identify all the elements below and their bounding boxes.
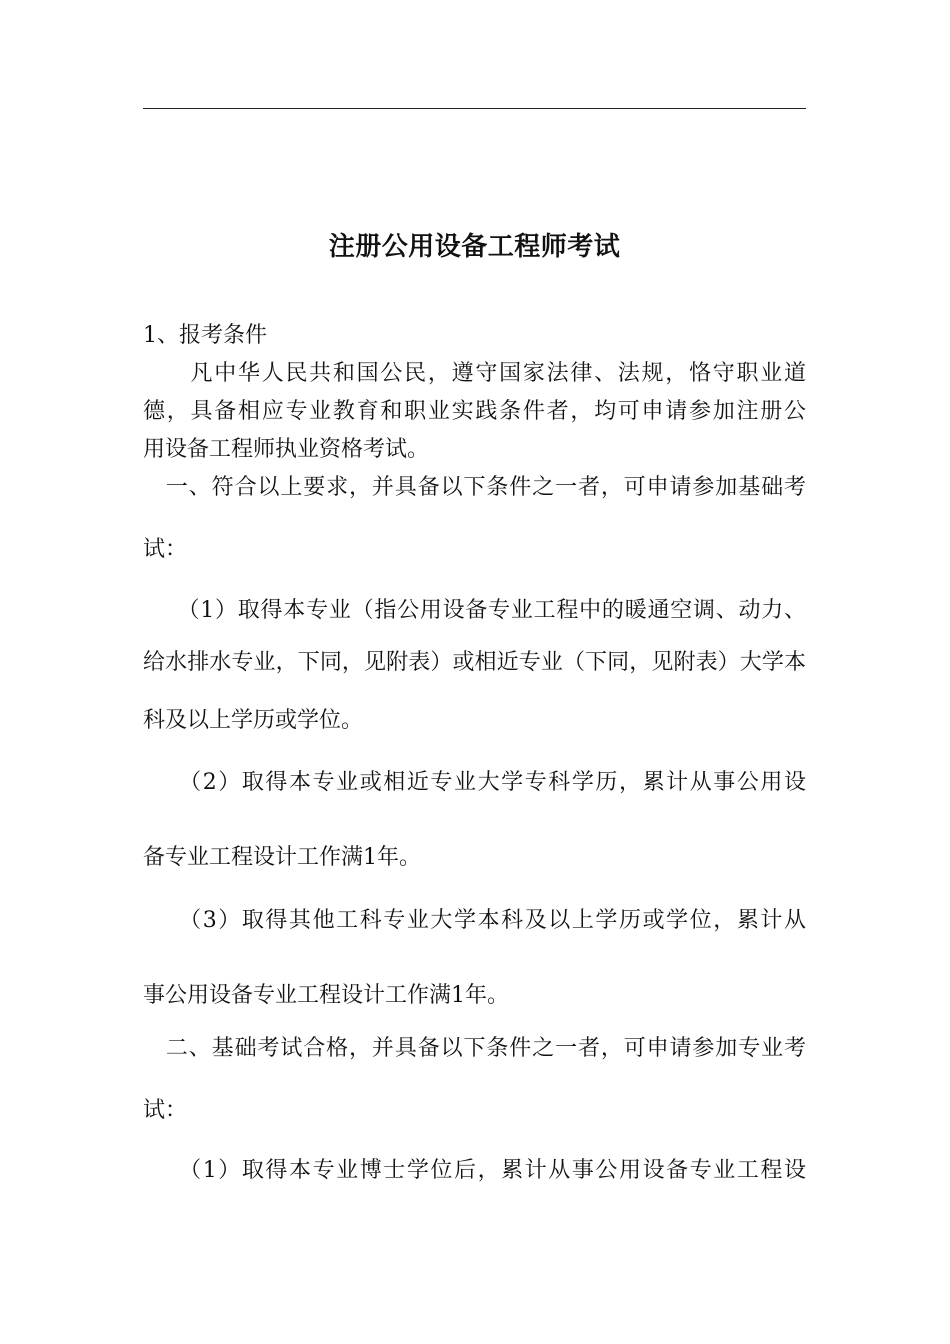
list-item-line: 事公用设备专业工程设计工作满1年。 — [143, 983, 509, 1008]
list-item-line: 给水排水专业，下同，见附表）或相近专业（下同，见附表）大学本 — [143, 650, 806, 675]
paragraph-line: 一、符合以上要求，并具备以下条件之一者，可申请参加基础考 — [143, 475, 806, 500]
list-item-line: （1）取得本专业（指公用设备专业工程中的暖通空调、动力、 — [143, 598, 806, 623]
paragraph-line: 用设备工程师执业资格考试。 — [143, 437, 430, 462]
paragraph-line: 试： — [143, 1098, 188, 1123]
section-heading: 1、报考条件 — [143, 323, 267, 348]
list-item-line: （1）取得本专业博士学位后，累计从事公用设备专业工程设 — [143, 1158, 806, 1183]
document-title: 注册公用设备工程师考试 — [328, 232, 621, 262]
paragraph-line: 试： — [143, 537, 188, 562]
paragraph-line: 凡中华人民共和国公民，遵守国家法律、法规，恪守职业道 — [143, 361, 806, 386]
list-item-line: 科及以上学历或学位。 — [143, 708, 364, 733]
paragraph-line: 二、基础考试合格，并具备以下条件之一者，可申请参加专业考 — [143, 1036, 806, 1061]
header-rule — [143, 108, 806, 109]
list-item-line: （3）取得其他工科专业大学本科及以上学历或学位，累计从 — [143, 908, 806, 933]
list-item-line: 备专业工程设计工作满1年。 — [143, 845, 421, 870]
paragraph-line: 德，具备相应专业教育和职业实践条件者，均可申请参加注册公 — [143, 399, 806, 424]
list-item-line: （2）取得本专业或相近专业大学专科学历，累计从事公用设 — [143, 770, 806, 795]
